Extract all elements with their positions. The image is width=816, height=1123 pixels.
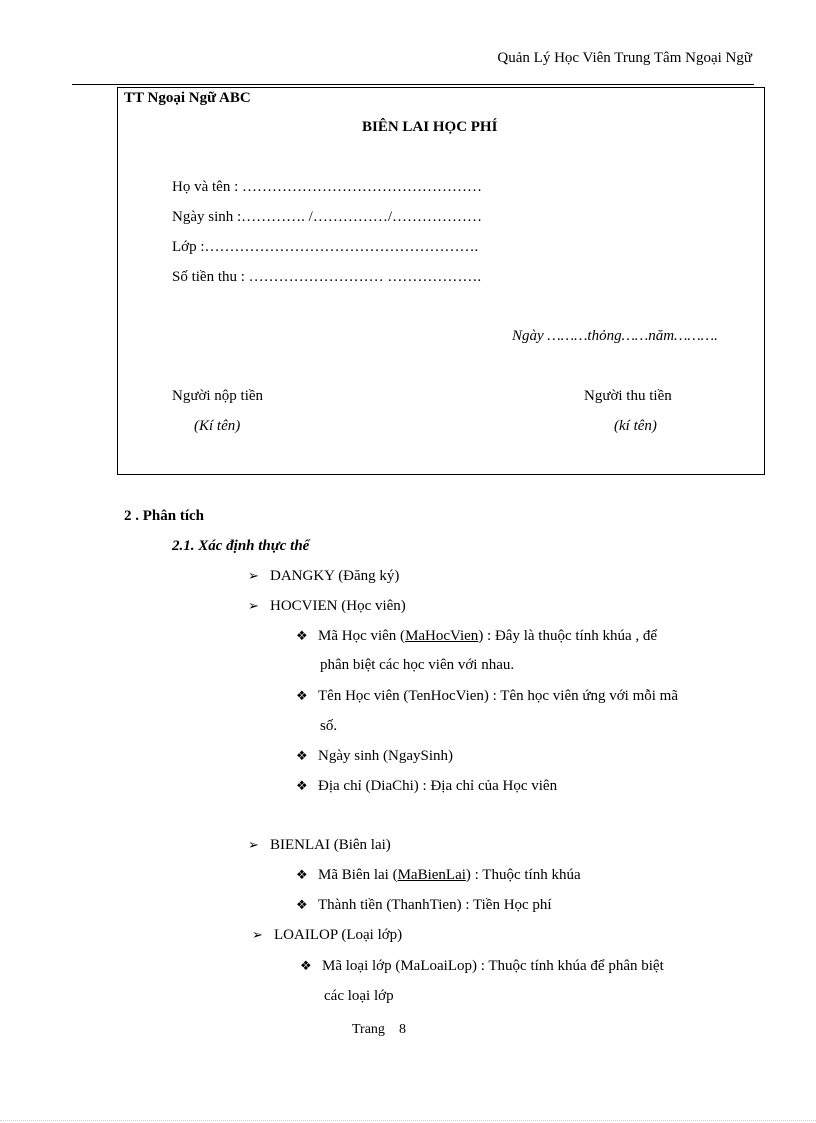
section-subheading: 2.1. Xác định thực thể: [172, 538, 310, 554]
attr-tenhocvien: ❖ Tên Học viên (TenHocVien) : Tên học viên ứng với mỗi mã: [296, 688, 678, 704]
arrow-bullet-icon: ➢: [248, 838, 259, 853]
receiver-signature-note: (kí tên): [614, 418, 657, 434]
page-header-title: Quản Lý Học Viên Trung Tâm Ngoại Ngữ: [497, 50, 752, 66]
receiver-label: Người thu tiền: [584, 388, 672, 404]
page-number: 8: [398, 1022, 406, 1037]
bottom-dotted-rule: [0, 1120, 816, 1121]
attr-tenhocvien-cont: số.: [320, 718, 338, 734]
receipt-date-line: Ngày ………thỏng……năm……….: [512, 328, 718, 344]
receipt-field-dob: Ngày sinh :…………. /……………/………………: [172, 209, 482, 225]
diamond-bullet-icon: ❖: [296, 689, 308, 704]
diamond-bullet-icon: ❖: [296, 898, 308, 913]
entity-loailop: ➢ LOAILOP (Loại lớp): [252, 927, 403, 943]
receipt-title: BIÊN LAI HỌC PHÍ: [362, 119, 498, 135]
arrow-bullet-icon: ➢: [248, 599, 259, 614]
entity-hocvien: ➢ HOCVIEN (Học viên): [248, 598, 406, 614]
receipt-field-class: Lớp :……………………………………………….: [172, 239, 479, 255]
diamond-bullet-icon: ❖: [296, 868, 308, 883]
arrow-bullet-icon: ➢: [252, 928, 263, 943]
attr-maloailop-cont: các loại lớp: [324, 988, 394, 1004]
header-rule: [72, 84, 754, 85]
receipt-field-name: Họ và tên : …………………………………………: [172, 179, 482, 195]
attr-thanhtien: ❖ Thành tiền (ThanhTien) : Tiền Học phí: [296, 897, 552, 913]
attr-mahocvien: ❖ Mã Học viên (MaHocVien) : Đây là thuộc tính khúa , để: [296, 628, 658, 644]
attr-maloailop: ❖ Mã loại lớp (MaLoaiLop) : Thuộc tính khúa để phân biệt: [300, 958, 664, 974]
receipt-center-name: TT Ngoại Ngữ ABC: [124, 90, 251, 106]
diamond-bullet-icon: ❖: [300, 959, 312, 974]
attr-mabienlai: ❖ Mã Biên lai (MaBienLai) : Thuộc tính khúa: [296, 867, 581, 883]
diamond-bullet-icon: ❖: [296, 629, 308, 644]
entity-bienlai: ➢ BIENLAI (Biên lai): [248, 837, 391, 853]
section-heading: 2 . Phân tích: [124, 508, 205, 524]
page-label: Trang: [352, 1022, 385, 1037]
attr-ngaysinh: ❖ Ngày sinh (NgaySinh): [296, 748, 453, 764]
payer-signature-note: (Kí tên): [194, 418, 241, 434]
diamond-bullet-icon: ❖: [296, 749, 308, 764]
diamond-bullet-icon: ❖: [296, 779, 308, 794]
entity-dangky: ➢ DANGKY (Đăng ký): [248, 568, 400, 584]
attr-mahocvien-cont: phân biệt các học viên với nhau.: [320, 657, 515, 673]
arrow-bullet-icon: ➢: [248, 569, 259, 584]
payer-label: Người nộp tiền: [172, 388, 264, 404]
attr-diachi: ❖ Địa chỉ (DiaChi) : Địa chỉ của Học viên: [296, 778, 558, 794]
receipt-field-amount: Số tiền thu : ……………………… ……………….: [172, 269, 482, 285]
page-footer: [352, 1022, 406, 1038]
